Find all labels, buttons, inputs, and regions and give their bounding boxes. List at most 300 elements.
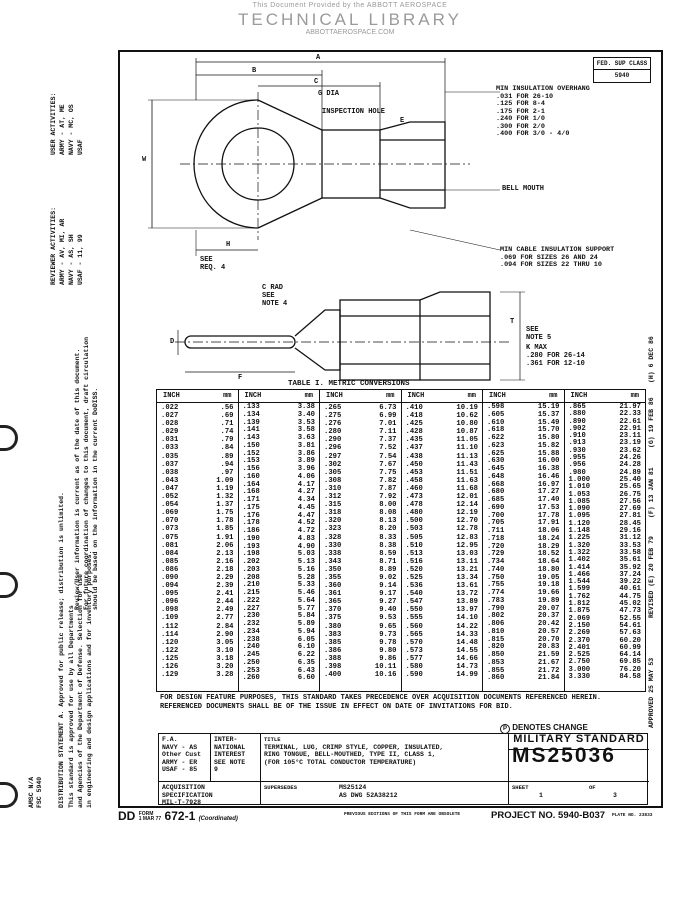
inch-value: .980 [568, 468, 586, 477]
table-row [161, 647, 234, 655]
mm-value: .84 [220, 444, 234, 453]
fsc-label: FED. SUP CLASS [596, 60, 648, 67]
inch-value: .383 [324, 630, 342, 639]
inch-value: .503 [405, 525, 423, 534]
mm-value: 3.10 [216, 646, 234, 655]
dim-a-label: A [316, 54, 321, 62]
table-row [324, 550, 397, 558]
inch-value: .625 [487, 449, 505, 458]
mm-value: 3.05 [216, 638, 234, 647]
mm-value: 15.80 [537, 434, 560, 442]
mm-value: 2.39 [216, 582, 234, 591]
mm-value: 2.18 [216, 565, 234, 574]
mm-value: 27.56 [619, 497, 641, 506]
mm-value: 7.75 [379, 468, 397, 477]
inch-value: .565 [405, 630, 423, 639]
inch-value: .711 [487, 527, 505, 535]
supersedes-cell: SUPERSEDES MS25124 AS DWG 52A38212 [261, 782, 509, 804]
inch-value: .500 [405, 517, 423, 526]
mm-value: 1.37 [216, 501, 234, 510]
mm-value: 12.70 [456, 517, 478, 526]
military-standard-cell: MILITARY STANDARD [509, 734, 649, 750]
mm-value: 76.20 [619, 665, 641, 674]
table-row [406, 582, 479, 590]
mm-value: 7.54 [379, 452, 397, 461]
mm-value: 11.63 [456, 476, 478, 485]
inch-value: .150 [242, 441, 260, 450]
inch-value: .700 [487, 511, 505, 520]
table-row [161, 606, 234, 614]
inch-value: .096 [161, 598, 179, 607]
mm-value: 18.64 [537, 558, 560, 566]
inch-value: .085 [161, 557, 179, 566]
header-mm: mm [467, 392, 476, 400]
inch-value: .193 [242, 542, 260, 551]
table-row [324, 534, 397, 542]
mm-value: 6.05 [297, 635, 315, 644]
mm-value: 20.83 [537, 643, 560, 652]
inch-value: .516 [405, 557, 423, 566]
inch-value: .152 [242, 449, 260, 458]
mm-value: 9.40 [379, 606, 397, 615]
table-row [324, 444, 397, 452]
mm-value: 37.24 [619, 570, 641, 579]
mm-value: 1.85 [216, 525, 234, 534]
inch-value: .112 [161, 622, 179, 631]
inch-value: .810 [487, 627, 505, 636]
mm-value: 2.84 [216, 622, 234, 631]
title-block [158, 733, 648, 805]
mm-value: 3.63 [297, 434, 315, 442]
inch-value: 1.085 [568, 497, 591, 506]
table-row [324, 614, 397, 622]
inch-value: .605 [487, 410, 505, 419]
table-row [324, 606, 397, 614]
table-column [483, 390, 565, 691]
inch-value: .305 [324, 468, 342, 477]
mm-value: 9.02 [379, 573, 397, 582]
header-mm: mm [223, 392, 232, 400]
table-column-header [239, 390, 320, 403]
table-row [406, 428, 479, 436]
inch-value: .385 [324, 638, 342, 647]
inch-value: .343 [324, 557, 342, 566]
table-column [402, 390, 484, 691]
table-row [406, 558, 479, 566]
table-row [406, 631, 479, 639]
mm-value: .89 [220, 452, 234, 461]
mm-value: 9.17 [379, 590, 397, 599]
inch-value: .718 [487, 534, 505, 543]
mm-value: 2.06 [216, 541, 234, 550]
inch-value: .410 [405, 404, 423, 412]
table-row [324, 558, 397, 566]
inch-value: 1.402 [568, 556, 591, 565]
mm-value: 3.38 [297, 403, 315, 411]
mm-value: 60.99 [619, 643, 641, 652]
table-row [161, 663, 234, 671]
mm-value: 4.17 [297, 480, 315, 489]
mm-value: 10.16 [374, 671, 397, 680]
mm-value: 7.67 [379, 460, 397, 469]
table-row [324, 663, 397, 671]
header-mm: mm [549, 392, 558, 400]
inch-value: .070 [161, 517, 179, 526]
inch-value: .690 [487, 503, 505, 512]
mm-value: 52.55 [619, 614, 641, 623]
table-row [324, 469, 397, 477]
inch-value: .790 [487, 604, 505, 613]
mm-value: 21.84 [537, 674, 560, 683]
table-row [161, 509, 234, 517]
mm-value: 3.53 [297, 418, 315, 427]
table-row [161, 542, 234, 550]
mm-value: 2.90 [216, 630, 234, 639]
inch-value: .536 [405, 582, 423, 591]
mm-value: 3.20 [216, 663, 234, 671]
inch-value: .164 [242, 480, 260, 489]
table-row [324, 501, 397, 509]
inch-value: .428 [405, 428, 423, 437]
table-column-header [320, 390, 401, 403]
table-row [569, 674, 642, 681]
inch-value: 1.053 [568, 490, 591, 499]
table-row [406, 647, 479, 655]
table-row [324, 428, 397, 436]
mm-value: 7.92 [379, 493, 397, 502]
inch-value: .855 [487, 666, 505, 675]
inch-value: .365 [324, 598, 342, 607]
header-mm: mm [630, 392, 639, 400]
inch-value: .375 [324, 614, 342, 623]
mm-value: 17.78 [537, 511, 560, 520]
inch-value: .750 [487, 573, 505, 582]
mm-value: 15.37 [537, 410, 560, 419]
mm-value: 22.91 [619, 424, 641, 433]
mm-value: 13.11 [456, 557, 478, 566]
mm-value: 4.27 [297, 488, 315, 497]
table-row [161, 501, 234, 509]
inch-value: .275 [324, 412, 342, 421]
mm-value: 8.59 [379, 549, 397, 558]
mm-value: 20.42 [537, 620, 560, 628]
mm-value: 21.97 [619, 403, 641, 411]
mm-value: 45.02 [619, 600, 641, 609]
mm-value: 9.73 [379, 630, 397, 639]
table-row [324, 566, 397, 574]
mm-value: 25.65 [619, 483, 641, 492]
table-row [161, 493, 234, 501]
dim-h-label: H [226, 241, 231, 249]
mm-value: 15.70 [537, 426, 560, 435]
inch-value: .473 [405, 493, 423, 502]
technical-library-title: TECHNICAL LIBRARY [238, 10, 462, 29]
table-row [324, 639, 397, 647]
table-row [161, 412, 234, 420]
inch-value: .047 [161, 484, 179, 493]
table-row [324, 436, 397, 444]
mm-value: 18.29 [537, 542, 560, 551]
inch-value: .198 [242, 550, 260, 559]
inch-value: .114 [161, 630, 179, 639]
table-row [406, 477, 479, 485]
mm-value: 12.78 [456, 525, 478, 534]
inch-value: .095 [161, 590, 179, 599]
table-row [161, 582, 234, 590]
inch-value: .380 [324, 622, 342, 631]
inch-value: 1.000 [568, 475, 591, 484]
mm-value: 5.77 [297, 604, 315, 613]
inch-value: .577 [405, 654, 423, 663]
inch-value: .075 [161, 533, 179, 542]
inch-value: .052 [161, 493, 179, 502]
mm-value: 15.49 [537, 418, 560, 427]
provided-by-line: This Document Provided by the ABBOTT AEROSPACE [252, 2, 448, 9]
inch-value: .210 [242, 581, 260, 590]
inch-value: .031 [161, 436, 179, 445]
inch-value: .120 [161, 638, 179, 647]
inch-value: .802 [487, 612, 505, 621]
table-row [406, 493, 479, 501]
inch-value: 3.000 [568, 665, 591, 674]
table-row [324, 493, 397, 501]
inch-value: .806 [487, 620, 505, 628]
inch-value: .054 [161, 501, 179, 510]
table-row [161, 404, 234, 412]
table-column [239, 390, 321, 691]
dim-e-label: E [400, 117, 405, 125]
table-row [324, 509, 397, 517]
inch-value: .230 [242, 612, 260, 621]
table-row [161, 428, 234, 436]
table-row [161, 534, 234, 542]
table-row [161, 525, 234, 533]
inch-value: .955 [568, 454, 586, 463]
inch-value: .297 [324, 452, 342, 461]
inch-value: .029 [161, 428, 179, 437]
inch-value: .685 [487, 496, 505, 504]
inch-value: .260 [242, 674, 260, 683]
inch-value: 1.599 [568, 585, 591, 594]
mm-value: 14.48 [456, 638, 478, 647]
inch-value: .086 [161, 565, 179, 574]
mm-value: 8.38 [379, 541, 397, 550]
mm-value: 5.46 [297, 589, 315, 597]
table-row [406, 614, 479, 622]
mm-value: 21.59 [537, 651, 560, 659]
mm-value: 10.19 [456, 404, 478, 412]
inch-value: .815 [487, 635, 505, 644]
mm-value: 35.92 [619, 563, 641, 572]
mm-value: 35.61 [619, 556, 641, 565]
mm-value: 14.55 [456, 646, 478, 655]
table-row [406, 517, 479, 525]
inch-value: .035 [161, 452, 179, 461]
min-cable-support: MIN CABLE INSULATION SUPPORT .069 FOR SIZES 26 AND 24 .094 FOR SIZES 22 THRU 10 [500, 246, 615, 269]
table-row [161, 436, 234, 444]
table-row [406, 574, 479, 582]
mm-value: 44.75 [619, 592, 641, 601]
mm-value: 6.35 [297, 658, 315, 667]
inch-value: .860 [487, 674, 505, 683]
table-row [406, 420, 479, 428]
mm-value: 39.22 [619, 578, 641, 587]
inch-value: .125 [161, 654, 179, 663]
inch-value: .323 [324, 525, 342, 534]
mm-value: 19.05 [537, 573, 560, 582]
dim-f-label: F [238, 374, 243, 382]
table-row [161, 444, 234, 452]
mm-value: 23.11 [619, 432, 641, 441]
inch-value: .126 [161, 663, 179, 671]
table-row [406, 453, 479, 461]
inch-value: 1.322 [568, 548, 591, 557]
mm-value: 28.45 [619, 519, 641, 528]
mm-value: 13.61 [456, 582, 478, 591]
inch-value: 1.225 [568, 534, 591, 543]
title-cell: TITLE TERMINAL, LUG, CRIMP STYLE, COPPER, INSULATED, RING TONGUE, BELL-MOUTHED, TYPE II, CLASS 1, (FOR 105°C TOTAL CONDUCTOR TEMPERATURE) [261, 734, 509, 782]
mm-value: 9.86 [379, 654, 397, 663]
inch-value: .296 [324, 444, 342, 453]
notes-block [160, 694, 640, 711]
mm-value: 14.10 [456, 614, 478, 623]
table-row [406, 469, 479, 477]
inch-value: .098 [161, 606, 179, 615]
inch-value: 1.120 [568, 519, 591, 528]
mm-value: 11.68 [456, 484, 478, 493]
mm-value: 1.32 [216, 493, 234, 502]
inch-value: .398 [324, 663, 342, 671]
table-column [320, 390, 402, 691]
mm-value: 3.40 [297, 410, 315, 419]
mm-value: 8.08 [379, 509, 397, 518]
mm-value: 14.33 [456, 630, 478, 639]
inch-value: .956 [568, 461, 586, 470]
mm-value: 2.29 [216, 573, 234, 582]
mm-value: 4.90 [297, 542, 315, 551]
mm-value: 31.12 [619, 534, 641, 543]
inch-value: 1.466 [568, 570, 591, 579]
inch-value: .460 [405, 484, 423, 493]
bell-mouth-label: BELL MOUTH [502, 185, 545, 193]
inch-value: .386 [324, 646, 342, 655]
mm-value: .56 [220, 404, 234, 412]
mm-value: 17.27 [537, 488, 560, 497]
mm-value: 20.37 [537, 612, 560, 621]
mm-value: 22.61 [619, 417, 641, 426]
mm-value: 33.58 [619, 548, 641, 557]
inch-value: .141 [242, 426, 260, 435]
mm-value: .69 [220, 412, 234, 421]
mm-value: 15.19 [537, 403, 560, 411]
mm-value: 2.13 [216, 549, 234, 558]
table-row [406, 550, 479, 558]
mm-value: 17.91 [537, 519, 560, 528]
inch-value: .156 [242, 465, 260, 473]
mm-value: 13.72 [456, 590, 478, 599]
inch-value: .315 [324, 501, 342, 510]
inch-value: .176 [242, 511, 260, 520]
mm-value: 54.61 [619, 621, 641, 630]
mm-value: 4.47 [297, 511, 315, 520]
table-row [161, 453, 234, 461]
table-row [324, 631, 397, 639]
dim-b-label: B [252, 67, 257, 75]
mm-value: 6.60 [297, 674, 315, 683]
inch-value: .320 [324, 517, 342, 526]
inch-value: 1.875 [568, 607, 591, 616]
denotes-change: P DENOTES CHANGE [500, 723, 588, 734]
inch-value: .330 [324, 541, 342, 550]
inch-value: 2.401 [568, 643, 591, 652]
dim-t-label: T [510, 318, 515, 326]
table-row [161, 598, 234, 606]
inch-value: .232 [242, 620, 260, 628]
inch-value: .458 [405, 476, 423, 485]
website-link[interactable]: ABBOTTAEROSPACE.COM [305, 29, 395, 36]
inch-value: .520 [405, 565, 423, 574]
header-inch: INCH [570, 392, 588, 400]
table-row [161, 550, 234, 558]
inch-value: .820 [487, 643, 505, 652]
mm-value: 2.41 [216, 590, 234, 599]
mm-value: 23.19 [619, 439, 641, 448]
inch-value: .598 [487, 403, 505, 411]
fsc-value: 5940 [594, 69, 650, 79]
inch-value: .480 [405, 509, 423, 518]
inch-value: .902 [568, 424, 586, 433]
inch-value: .240 [242, 643, 260, 652]
mm-value: 19.89 [537, 596, 560, 605]
inch-value: .027 [161, 412, 179, 421]
table-row [406, 623, 479, 631]
inch-value: .540 [405, 590, 423, 599]
table-row [406, 404, 479, 412]
inch-value: .590 [405, 671, 423, 680]
mm-value: 7.52 [379, 444, 397, 453]
mm-value: 21.67 [537, 658, 560, 667]
mm-value: 5.89 [297, 620, 315, 628]
inch-value: 1.544 [568, 578, 591, 587]
mm-value: 11.51 [456, 468, 478, 477]
inch-value: .069 [161, 509, 179, 518]
table-row [324, 542, 397, 550]
table-row [324, 623, 397, 631]
mm-value: .79 [220, 436, 234, 445]
mm-value: 5.94 [297, 627, 315, 636]
table-column-header [402, 390, 483, 403]
mm-value: 3.58 [297, 426, 315, 435]
inch-value: 2.150 [568, 621, 591, 630]
inch-value: .310 [324, 484, 342, 493]
mm-value: 12.14 [456, 501, 478, 510]
mm-value: 5.03 [297, 550, 315, 559]
inch-value: .610 [487, 418, 505, 427]
table-row [406, 509, 479, 517]
k-max-label: K MAX .280 FOR 26-14 .361 FOR 12-10 [526, 344, 585, 368]
inch-value: .084 [161, 549, 179, 558]
inch-value: .555 [405, 614, 423, 623]
mm-value: 20.57 [537, 627, 560, 636]
table-row [406, 525, 479, 533]
mm-value: 27.81 [619, 512, 641, 521]
mm-value: 16.38 [537, 465, 560, 473]
mm-value: 9.65 [379, 622, 397, 631]
table-row [406, 485, 479, 493]
mm-value: 7.37 [379, 436, 397, 445]
mm-value: 3.86 [297, 449, 315, 458]
mm-value: 3.96 [297, 465, 315, 473]
